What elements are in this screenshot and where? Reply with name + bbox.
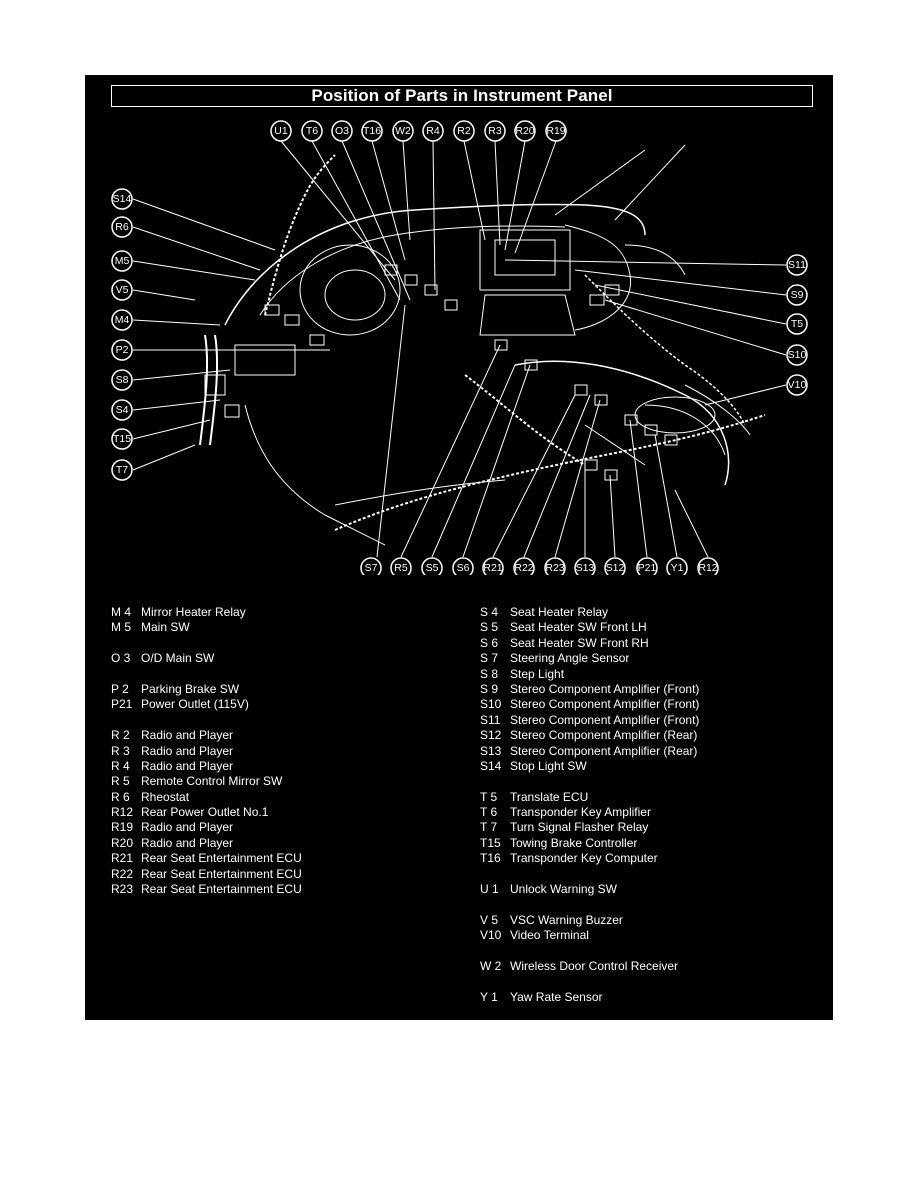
callout-t15 — [112, 429, 132, 449]
svg-text:S9: S9 — [790, 289, 804, 301]
callout-s7 — [361, 558, 381, 575]
svg-text:R22: R22 — [514, 562, 534, 574]
callout-r23 — [545, 558, 565, 575]
callout-s13 — [575, 558, 595, 575]
callouts-top — [271, 121, 566, 141]
callout-s9 — [787, 285, 807, 305]
callout-r20 — [515, 121, 535, 141]
svg-text:S6: S6 — [456, 562, 470, 574]
svg-text:S8: S8 — [115, 374, 129, 386]
instrument-panel-diagram — [85, 75, 833, 575]
page-title: Position of Parts in Instrument Panel — [311, 86, 613, 105]
callouts-bottom — [361, 558, 718, 575]
svg-text:M4: M4 — [114, 314, 130, 326]
callout-m5 — [112, 251, 132, 271]
callout-r6 — [112, 217, 132, 237]
svg-text:S12: S12 — [605, 562, 625, 574]
svg-text:S4: S4 — [115, 404, 129, 416]
svg-text:P2: P2 — [115, 344, 129, 356]
callout-r4 — [423, 121, 443, 141]
callouts-right — [787, 255, 807, 395]
svg-text:R19: R19 — [546, 125, 566, 137]
callout-p2 — [112, 340, 132, 360]
leader-lines — [133, 141, 786, 557]
svg-text:P21: P21 — [637, 562, 657, 574]
callout-s11 — [787, 255, 807, 275]
callout-s10 — [787, 345, 807, 365]
callout-r19 — [546, 121, 566, 141]
callout-o3 — [332, 121, 352, 141]
callout-s4 — [112, 400, 132, 420]
callout-y1 — [667, 558, 687, 575]
callout-s12 — [605, 558, 625, 575]
svg-text:R20: R20 — [515, 125, 535, 137]
callout-r3 — [485, 121, 505, 141]
svg-text:S14: S14 — [112, 193, 132, 205]
callout-t6 — [302, 121, 322, 141]
svg-text:T7: T7 — [115, 464, 129, 476]
svg-text:V5: V5 — [115, 284, 129, 296]
svg-text:M5: M5 — [114, 255, 130, 267]
svg-text:T15: T15 — [112, 433, 132, 445]
callout-p21 — [637, 558, 657, 575]
callout-r5 — [391, 558, 411, 575]
svg-text:R21: R21 — [483, 562, 503, 574]
svg-text:T6: T6 — [305, 125, 319, 137]
callout-r12 — [698, 558, 718, 575]
callout-u1 — [271, 121, 291, 141]
callout-s5 — [422, 558, 442, 575]
svg-text:O3: O3 — [334, 125, 350, 137]
callout-t5 — [787, 314, 807, 334]
svg-text:Y1: Y1 — [670, 562, 684, 574]
callout-v5 — [112, 280, 132, 300]
callout-s8 — [112, 370, 132, 390]
svg-text:U1: U1 — [274, 125, 288, 137]
svg-text:T16: T16 — [362, 125, 382, 137]
svg-text:R4: R4 — [426, 125, 440, 137]
callout-t16 — [362, 121, 382, 141]
svg-text:R3: R3 — [488, 125, 502, 137]
svg-text:S11: S11 — [788, 259, 806, 271]
svg-text:R6: R6 — [115, 221, 129, 233]
svg-text:T5: T5 — [790, 318, 804, 330]
callout-s6 — [453, 558, 473, 575]
callout-r21 — [483, 558, 503, 575]
callout-r22 — [514, 558, 534, 575]
svg-text:R2: R2 — [457, 125, 471, 137]
callout-m4 — [112, 310, 132, 330]
svg-text:R23: R23 — [545, 562, 565, 574]
svg-text:V10: V10 — [787, 379, 807, 391]
svg-text:R12: R12 — [698, 562, 718, 574]
callout-t7 — [112, 460, 132, 480]
svg-text:S7: S7 — [364, 562, 378, 574]
callout-r2 — [454, 121, 474, 141]
callout-s14 — [112, 189, 132, 209]
svg-text:R5: R5 — [394, 562, 408, 574]
callouts-left — [112, 189, 132, 480]
svg-text:S5: S5 — [425, 562, 439, 574]
svg-text:S13: S13 — [575, 562, 595, 574]
callout-v10 — [787, 375, 807, 395]
panel-line-art — [200, 145, 765, 545]
svg-text:S10: S10 — [787, 349, 807, 361]
svg-text:W2: W2 — [395, 125, 411, 137]
callout-w2 — [393, 121, 413, 141]
